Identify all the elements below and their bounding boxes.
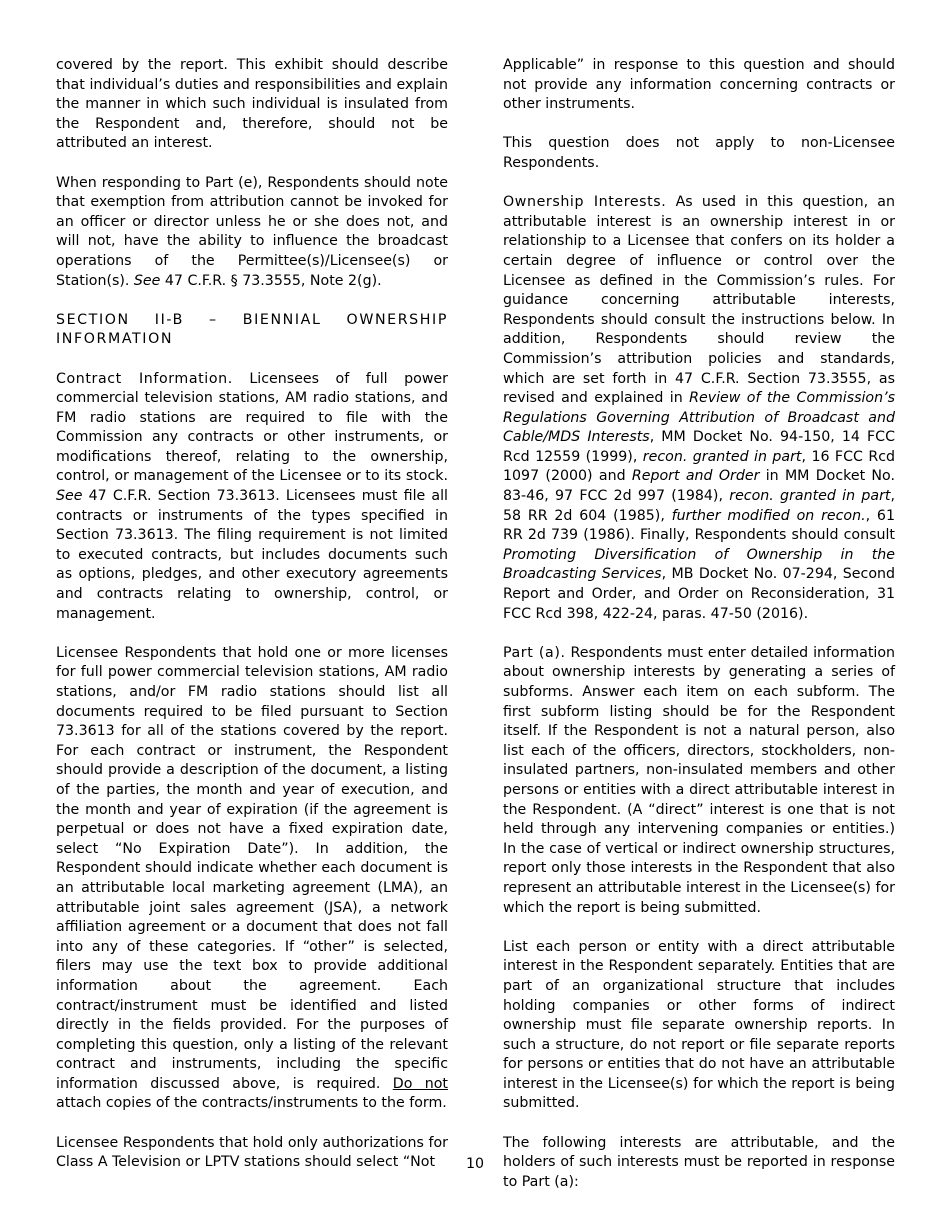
part-a-lead: Part (a). [503, 644, 566, 661]
paragraph-class-a-lptv: Licensee Respondents that hold only authorizations for Class A Television or LPTV stations should select “Not [56, 1134, 448, 1171]
paragraph-ownership-interests [503, 193, 895, 624]
paragraph-part-e-note [56, 174, 448, 292]
paragraph-not-applicable: Applicable” in response to this question and should not provide any information concerning contracts or other instruments. [503, 57, 895, 113]
paragraph-contract-information [56, 370, 448, 625]
paragraph-non-licensee: This question does not apply to non-Licensee Respondents. [503, 135, 895, 171]
contract-information-text-1: Licensees of full power commercial television stations, AM radio stations, and FM radio stations are required to file with the Commission any contracts or other instruments, or modifications thereof, relating to the ownership, control, or management of the Licensee or to its stock. [56, 370, 448, 485]
licensee-contracts-text-1: Licensee Respondents that hold one or more licenses for full power commercial television stations, AM radio stations, and/or FM radio stations should list all documents required to be filed pursuant to Section 73.3613 for all of the stations covered by the report. For each contract or instrument, the Respondent should provide a description of the document, a listing of the parties, the month and year of execution, and the month and year of expiration (if the agreement is perpetual or does not have a fixed expiration date, select “No Expiration Date”). In addition, the Respondent should indicate whether each document is an attributable local marketing agreement (LMA), an attributable joint sales agreement (JSA), a network affiliation agreement or a document that does not fall into any of these categories. If “other” is selected, filers may use the text box to provide additional information about the agreement. Each contract/instrument must be identified and listed directly in the fields provided. For the purposes of completing this question, only a listing of the relevant contract and instruments, including the specific information discussed above, is required. [56, 644, 448, 1092]
ownership-italic-4: recon. granted in part [729, 488, 891, 505]
paragraph-licensee-contracts [56, 644, 448, 1114]
see-signal: See [133, 272, 161, 289]
contract-information-text-2: 47 C.F.R. Section 73.3613. Licensees must file all contracts or instruments of the types specified in Section 73.3613. The filing requirement is not limited to executed contracts, but includes documents such as options, pledges, and other executory agreements and contracts relating to ownership, control, or management. [56, 488, 448, 622]
right-column [503, 56, 895, 1212]
part-a-text: Respondents must enter detailed information about ownership interests by generating a series of subforms. Answer each item on each subform. The first subform listing should be for the Respondent itself. If the Respondent is not a natural person, also list each of the officers, directors, stockholders, non-insulated partners, non-insulated members and other persons or entities with a direct attributable interest in the Respondent. (A “direct” interest is one that is not held through any intervening companies or entities.) In the case of vertical or indirect ownership structures, report only those interests in the Respondent that also represent an attributable interest in the Licensee(s) for which the report is being submitted. [503, 644, 895, 916]
ownership-interests-lead: Ownership Interests. [503, 194, 667, 211]
ownership-italic-3: Report and Order [631, 468, 760, 485]
left-column [56, 56, 448, 1192]
ownership-text-6: , 61 RR 2d 739 (1986). Finally, Respondents should consult [503, 507, 895, 544]
ownership-text-5: , 58 RR 2d 604 (1985), [503, 488, 895, 524]
licensee-contracts-text-2: attach copies of the contracts/instruments to the form. [56, 1095, 447, 1112]
paragraph-attributable-interests: The following interests are attributable, and the holders of such interests must be reported in response to Part (a): [503, 1134, 895, 1190]
ownership-italic-1: Review of the Commission’s Regulations Governing Attribution of Broadcast and Cable/MDS Interests [503, 390, 896, 446]
paragraph-direct-interests: List each person or entity with a direct attributable interest in the Respondent separately. Entities that are part of an organizational structure that includes holding companies or other forms of indirect ownership must file separate ownership reports. In such a structure, do not report or file separate reports for persons or entities that do not have an attributable interest in the Licensee(s) for which the report is being submitted. [503, 938, 895, 1112]
see-signal: See [56, 488, 83, 505]
ownership-text-3: , 16 FCC Rcd 1097 (2000) and [503, 448, 896, 485]
ownership-text-1: As used in this question, an attributable interest is an ownership interest in or relationship to a Licensee that confers on its holder a certain degree of influence or control over the Licensee as defined in the Commission’s rules. For guidance concerning attributable interests, Respondents should consult the instructions below. In addition, Respondents should review the Commission’s attribution policies and standards, which are set forth in 47 C.F.R. Section 73.3555, as revised and explained in [503, 194, 895, 407]
ownership-text-2: , MM Docket No. 94-150, 14 FCC Rcd 12559 (1999), [503, 429, 895, 465]
page-number: 10 [465, 1156, 485, 1172]
ownership-italic-6: Promoting Diversification of Ownership in the Broadcasting Services [503, 546, 895, 583]
contract-information-lead: Contract Information. [56, 370, 233, 387]
paragraph-report-exhibit: covered by the report. This exhibit should describe that individual’s duties and responsibilities and explain the manner in which such individual is insulated from the Respondent and, therefore, should not be attributed an interest. [56, 57, 448, 152]
paragraph-part-a [503, 644, 895, 918]
section-heading: SECTION II-B – BIENNIAL OWNERSHIP INFORMATION [56, 311, 448, 348]
part-e-citation: 47 C.F.R. § 73.3555, Note 2(g). [160, 272, 382, 289]
do-not-underlined: Do not [392, 1075, 448, 1092]
part-e-text: When responding to Part (e), Respondents should note that exemption from attribution cannot be invoked for an officer or director unless he or she does not, and will not, have the ability to influence the broadcast operations of the Permittee(s)/Licensee(s) or Station(s). [56, 174, 448, 289]
ownership-text-7: , MB Docket No. 07-294, Second Report and Order, and Order on Reconsideration, 31 FCC Rcd 398, 422-24, paras. 47-50 (2016). [503, 566, 896, 622]
ownership-italic-2: recon. granted in part [642, 448, 802, 465]
ownership-text-4: in MM Docket No. 83-46, 97 FCC 2d 997 (1984), [503, 468, 895, 505]
ownership-italic-5: further modified on recon. [671, 507, 866, 524]
